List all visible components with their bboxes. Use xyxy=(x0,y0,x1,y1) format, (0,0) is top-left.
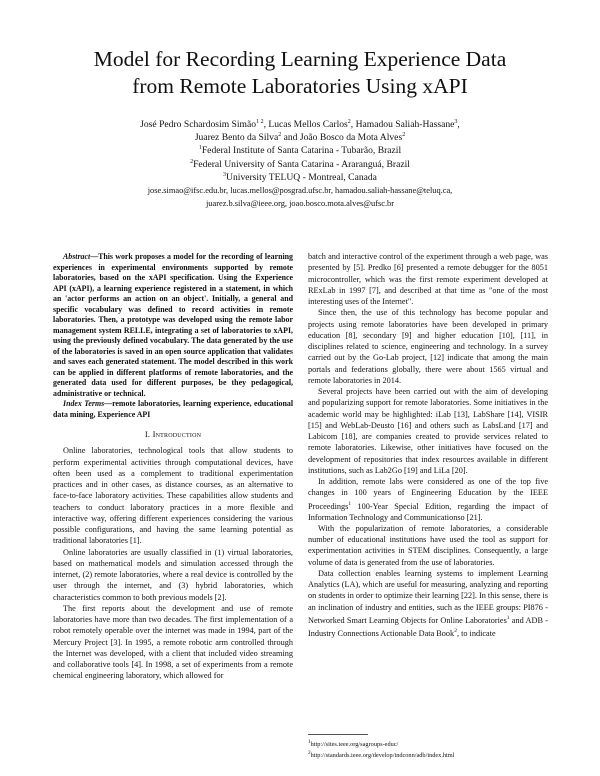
footnote-1: $^1$http://sites.ieee.org/sagroups-educ/ xyxy=(308,739,399,749)
paragraph: Several projects have been carried out with the aim of developing and popularizing support for remote laboratories. Some initiatives in the academic world may be highlighted: iLab [13], LabShare [14], VISIR [15] and WebLab-Deusto [16] and others such as LabsLand [17] and Labicom [18], are companies created to provide services related to remote laboratories. Likewise, other initiatives have focused on the development of repositories that index resources available in different institutions, such as Lab2Go [19] and LiLa [20]. xyxy=(308,387,548,475)
paragraph: With the popularization of remote laboratories, a considerable number of educational institutions have used the tool as support for experimentation activities in STEM disciplines. Consequently, a large volume of data is generated from the use of laboratories. xyxy=(308,523,548,567)
author-line-1: José Pedro Schardosim Simão$^{1 2}$, Lucas Mellos Carlos$^2$, Hamadou Saliah-Hassane$^3$, xyxy=(140,118,460,130)
footnote-mark: 1 xyxy=(348,500,352,507)
footnote-divider xyxy=(308,734,368,735)
paragraph: Data collection enables learning systems to implement Learning Analytics (LA), which are useful for measuring, analyzing and reporting on students in order to optimize their learning [22]. In this sense, there is an inclination of industry and entities, such as the IEEE groups: PI876 - Networked Smart Learning Objects for Online Laboratories$^1$ and ADB - Industry Connections Actionable Data Book$^2$, to indicate xyxy=(308,568,548,638)
paragraph: The first reports about the development and use of remote laboratories have more than two decades. The first implementation of a robot remotely operable over the internet was made in 1994, part of the Mercury Project [3]. In 1995, a remote robotic arm controlled through the Internet was developed, with a client that included video streaming and collaborative tools [4]. In 1998, a set of experiments from a remote chemical engineering laboratory, which allowed for xyxy=(53,603,293,681)
paragraph: batch and interactive control of the experiment through a web page, was presented by [5]. Predko [6] presented a remote debugger for the 8051 microcontroller, which was the first remote experiment developed at RExLab in 1997 [7], and described at that time as "one of the most interesting uses of the Internet". xyxy=(308,252,548,306)
affiliation-1: $^1$Federal Institute of Santa Catarina - Tubarão, Brazil xyxy=(198,145,402,157)
email-line-2: juarez.b.silva@ieee.org, joao.bosco.mota.alves@ufsc.br xyxy=(205,199,395,209)
title-line-2: from Remote Laboratories Using xAPI xyxy=(132,74,468,98)
paper-title xyxy=(40,46,560,100)
abstract xyxy=(53,252,293,420)
affiliation-3: $^3$University TELUQ - Montreal, Canada xyxy=(223,171,377,183)
email-line-1: jose.simao@ifsc.edu.br, lucas.mellos@posgrad.ufsc.br, hamadou.saliah-hassane@teluq.ca, xyxy=(147,186,453,196)
author-line-2: Juarez Bento da Silva$^2$ and João Bosco da Mota Alves$^2$ xyxy=(194,132,406,144)
right-column xyxy=(308,251,548,639)
paragraph: Online laboratories, technological tools that allow students to perform experimental activities through computational devices, have often been used as a complement to traditional experimentation practices and in other cases, as distance courses, as an alternative to face-to-face laboratory activities. These capabilities allow students and teachers to conduct laboratory practices in a more flexible and interactive way, offering different experiences considering the various possible configurations, and having the same learning potential as traditional laboratories [1]. xyxy=(53,446,293,546)
abstract-text: Abstract—This work proposes a model for the recording of learning experiences in experimental environments supported by remote laboratories, based on the xAPI specification. Using the Experience API (xAPI), a learning experience registered in a statement, in which an 'actor performs an action on an object'. Initially, a general and specific vocabulary was defined to record activities in remote laboratories. Then, a prototype was developed using the remote labor management system RELLE, integrating a set of laboratories to xAPI, using the previously defined vocabulary. The data generated by the use of the laboratories is saved in an open source application that validates and saves each generated statement. The model described in this work can be applied in different platforms of remote laboratories, and the generated data used for different purposes, be they pedagogical, administrative or technical. xyxy=(53,252,293,398)
footnote-mark: 1 xyxy=(506,614,510,621)
author-block xyxy=(40,118,560,210)
title-line-1: Model for Recording Learning Experience Data xyxy=(93,47,507,71)
footnote-2: $^2$http://standards.ieee.org/develop/indconn/adb/index.html xyxy=(308,750,455,760)
paragraph: In addition, remote labs were considered as one of the top five changes in 100 years of Engineering Education by the IEEE Proceedings$^1$ 100-Year Special Edition, regarding the impact of Information Technology and Communicationso [21]. xyxy=(308,477,548,522)
left-column xyxy=(53,252,293,682)
footnotes xyxy=(308,738,548,761)
index-terms: Index Terms—remote laboratories, learning experience, educational data mining, Experience API xyxy=(53,399,294,419)
affiliation-2: $^2$Federal University of Santa Catarina - Araranguá, Brazil xyxy=(190,158,410,170)
footnote-mark: 2 xyxy=(454,627,457,634)
paragraph: Online laboratories are usually classified in (1) virtual laboratories, based on mathematical models and simulation accessed through the internet, (2) remote laboratories, where a real device is controlled by the user through the internet, and (3) hybrid laboratories, which characteristics common to both previous models [2]. xyxy=(53,547,293,602)
section-heading-introduction: I. Introduction xyxy=(144,429,202,439)
paragraph: Since then, the use of this technology has become popular and projects using remote laboratories have been developed in primary education [8], secondary [9] and higher education [10], [11], in disciplines related to science, engineering and technology. In a survey carried out by the Go-Lab project, [12] indicate that among the main portals and federations globally, there were about 1565 virtual and remote laboratories in 2014. xyxy=(308,308,548,385)
